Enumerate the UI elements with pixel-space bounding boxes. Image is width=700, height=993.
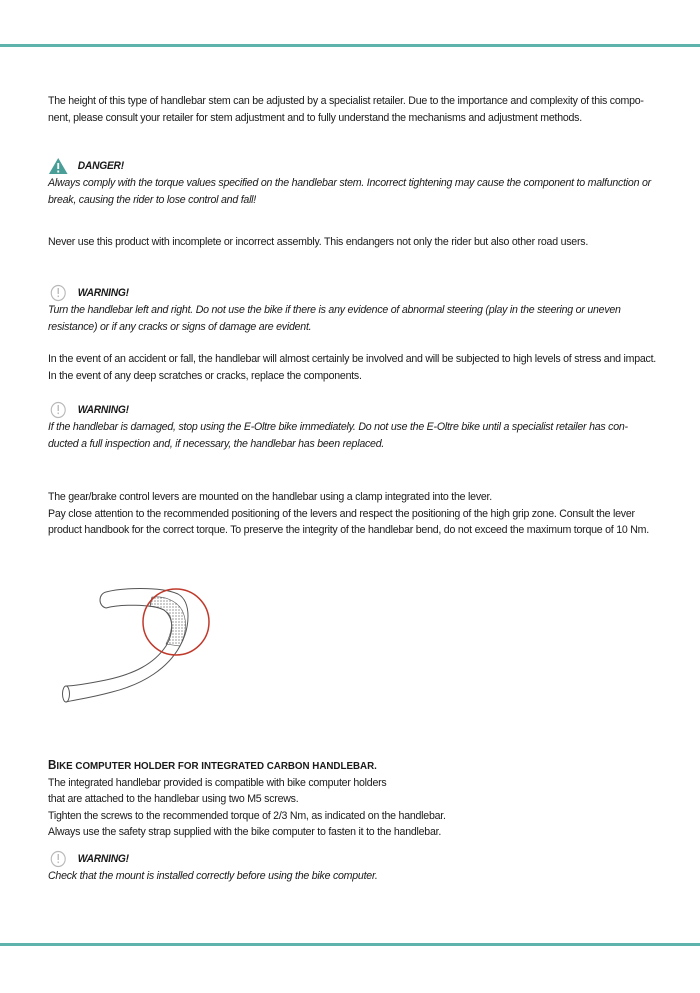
bike-computer-section [48,757,658,841]
warning-title-2: WARNING! [77,403,129,416]
warning-text-2: If the handlebar is damaged, stop using the E-Oltre bike immediately. Do not use the E-Oltre bike until a specialist retailer has con- ducted a full inspection and, if necessary, the handlebar has been replaced. [48,421,628,450]
warning-text-3: Check that the mount is installed correctly before using the bike computer. [48,870,378,882]
danger-title-row [48,157,658,175]
warning-block-1 [48,284,658,335]
warning-circle-icon [48,284,68,302]
warning-block-3 [48,850,658,885]
warning-title-1: WARNING! [77,286,129,299]
warning-text-1: Turn the handlebar left and right. Do not use the bike if there is any evidence of abnormal steering (play in the steering or uneven resistance) or if any cracks or signs of damage are evident. [48,304,621,333]
warning-title-3: WARNING! [77,852,129,865]
warning-circle-icon [48,850,68,868]
danger-block [48,157,658,208]
bike-computer-line-3: Tighten the screws to the recommended torque of 2/3 Nm, as indicated on the handlebar. [48,809,446,822]
bike-computer-line-4: Always use the safety strap supplied with the bike computer to fasten it to the handlebar. [48,826,442,839]
levers-line-1: The gear/brake control levers are mounted on the handlebar using a clamp integrated into the lever. [48,491,492,503]
danger-text: Always comply with the torque values specified on the handlebar stem. Incorrect tightening may cause the component to malfunction or break, causing the rider to lose control and fall! [48,177,651,206]
bike-computer-heading: BIKE COMPUTER HOLDER FOR INTEGRATED CARBON HANDLEBAR. [48,758,377,772]
warning-title-row-1 [48,284,658,302]
bike-computer-line-2: that are attached to the handlebar using two M5 screws. [48,793,299,806]
accident-paragraph: In the event of an accident or fall, the handlebar will almost certainly be involved and will be subjected to high levels of stress and impact. In the event of any deep scratches or cracks, replace the components. [48,353,657,382]
bike-computer-line-1: The integrated handlebar provided is compatible with bike computer holders [48,776,387,789]
top-rule [0,44,700,47]
levers-paragraph [48,489,658,539]
assembly-paragraph: Never use this product with incomplete or incorrect assembly. This endangers not only the rider but also other road users. [48,236,589,248]
handlebar-drawing [40,570,220,725]
warning-block-2 [48,401,658,452]
warning-title-row-2 [48,401,658,419]
warning-title-row-3 [48,850,658,868]
danger-title: DANGER! [77,159,124,172]
danger-triangle-icon [48,157,68,175]
levers-line-2: Pay close attention to the recommended positioning of the levers and respect the positioning of the high grip zone. Consult the lever product handbook for the correct torque. To preserve the integrity of the handlebar bend, do not exceed the maximum torque of 10 Nm. [48,507,649,537]
stem-paragraph: The height of this type of handlebar stem can be adjusted by a specialist retailer. Due to the importance and complexity of this compo- nent, please consult your retailer for stem adjustment and to fully understand the mechanisms and adjustment methods. [48,95,644,124]
warning-circle-icon [48,401,68,419]
bottom-rule [0,943,700,946]
